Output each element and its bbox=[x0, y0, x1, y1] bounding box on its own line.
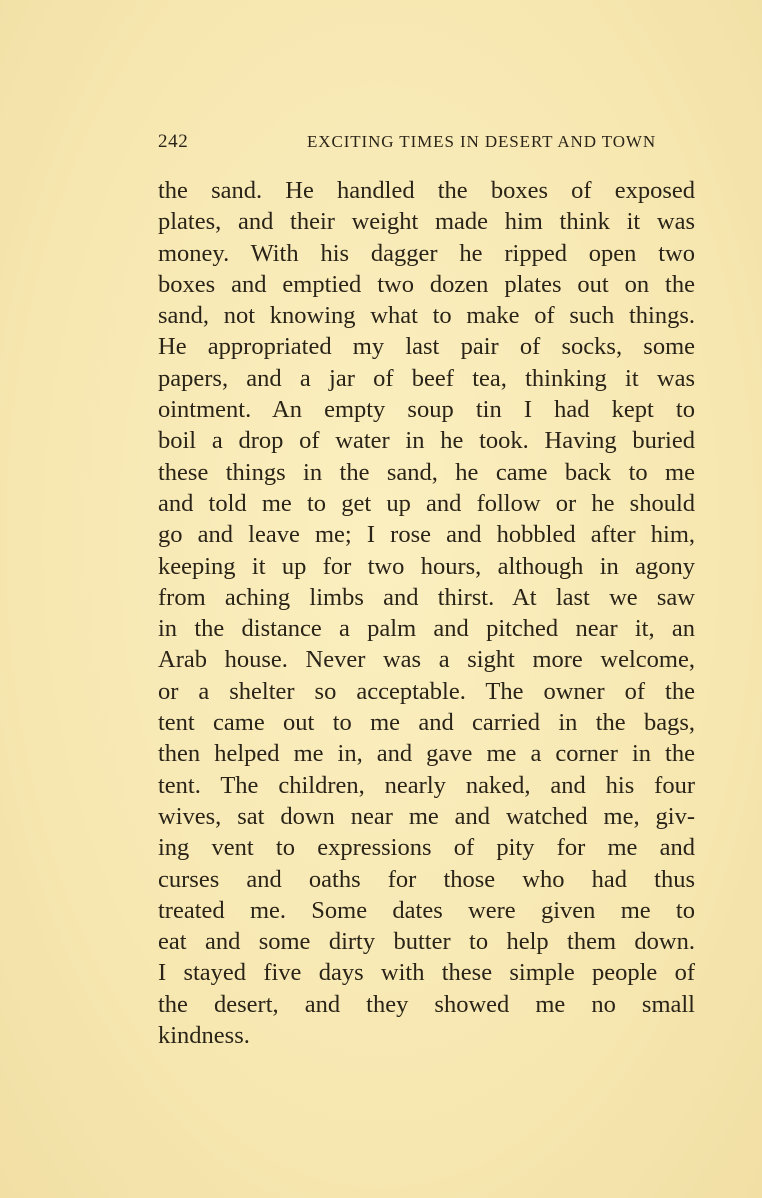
text-line: sand, not knowing what to make of such things. bbox=[158, 302, 695, 330]
text-line: the sand. He handled the boxes of exposed bbox=[158, 177, 695, 204]
text-line: boil a drop of water in he took. Having buried bbox=[158, 427, 695, 455]
text-line: boxes and emptied two dozen plates out on the bbox=[158, 270, 695, 298]
text-line: keeping it up for two hours, although in agony bbox=[158, 552, 695, 580]
text-line: and told me to get up and follow or he should bbox=[158, 489, 695, 517]
text-line: go and leave me; I rose and hobbled after him, bbox=[158, 521, 695, 549]
text-line: ointment. An empty soup tin I had kept to bbox=[158, 396, 695, 424]
text-line: or a shelter so acceptable. The owner of the bbox=[158, 677, 695, 705]
text-line: in the distance a palm and pitched near it, an bbox=[158, 615, 695, 643]
text-line: Arab house. Never was a sight more welcome, bbox=[158, 646, 695, 674]
text-line: eat and some dirty butter to help them down. bbox=[158, 928, 695, 956]
text-line: wives, sat down near me and watched me, giv- bbox=[158, 802, 695, 830]
text-line: I stayed five days with these simple people of bbox=[158, 959, 695, 987]
text-line: from aching limbs and thirst. At last we saw bbox=[158, 583, 695, 611]
body-text bbox=[158, 175, 695, 1051]
text-line: ing vent to expressions of pity for me and bbox=[158, 834, 695, 862]
text-line: then helped me in, and gave me a corner in the bbox=[158, 740, 695, 768]
text-line: curses and oaths for those who had thus bbox=[158, 865, 695, 893]
text-line: the desert, and they showed me no small bbox=[158, 990, 695, 1018]
text-line: tent. The children, nearly naked, and his four bbox=[158, 771, 695, 799]
text-line: plates, and their weight made him think it was bbox=[158, 208, 695, 236]
text-line: these things in the sand, he came back to me bbox=[158, 458, 695, 486]
running-head-title: EXCITING TIMES IN DESERT AND TOWN bbox=[307, 132, 656, 151]
text-line: treated me. Some dates were given me to bbox=[158, 896, 695, 924]
page-number: 242 bbox=[158, 131, 189, 152]
running-head bbox=[158, 130, 656, 154]
text-line: money. With his dagger he ripped open two bbox=[158, 239, 695, 267]
text-line: He appropriated my last pair of socks, some bbox=[158, 333, 695, 361]
text-line-last: kindness. bbox=[158, 1022, 250, 1050]
text-line: tent came out to me and carried in the bags, bbox=[158, 709, 695, 737]
text-line: papers, and a jar of beef tea, thinking it was bbox=[158, 364, 695, 392]
